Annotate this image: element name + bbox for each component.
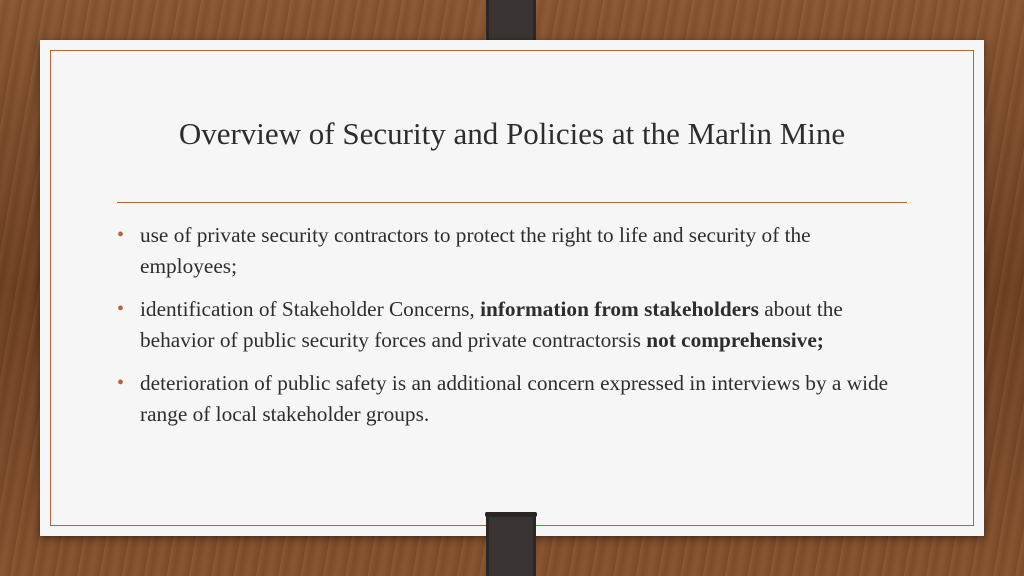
bullet-list: [117, 220, 907, 442]
bullet-text-part: identification of Stakeholder Concerns,: [140, 297, 481, 321]
title-divider: [117, 202, 907, 203]
bullet-dot-icon: •: [117, 372, 125, 394]
bullet-text-part: deterioration of public safety is an additional concern expressed in interviews by a wide range of local stakeholder groups.: [140, 371, 889, 426]
slide-title: Overview of Security and Policies at the Marlin Mine: [178, 116, 846, 151]
bullet-item: [117, 368, 907, 430]
bullet-text: [140, 223, 811, 278]
bullet-text-bold: not comprehensive;: [646, 328, 824, 352]
bullet-item: [117, 220, 907, 282]
bullet-text-part: use of private security contractors to protect the right to life and security of the employees;: [140, 223, 811, 278]
bullet-dot-icon: •: [117, 298, 125, 320]
bullet-text-bold: information from stakeholders: [480, 297, 759, 321]
bullet-item: [117, 294, 907, 356]
bullet-text: [140, 297, 843, 352]
paper-clip-bottom: [486, 512, 536, 576]
bullet-text-part: about the behavior of public security forces and private contractorsis: [140, 297, 843, 352]
bullet-dot-icon: •: [117, 224, 125, 246]
bullet-text: [140, 371, 888, 426]
